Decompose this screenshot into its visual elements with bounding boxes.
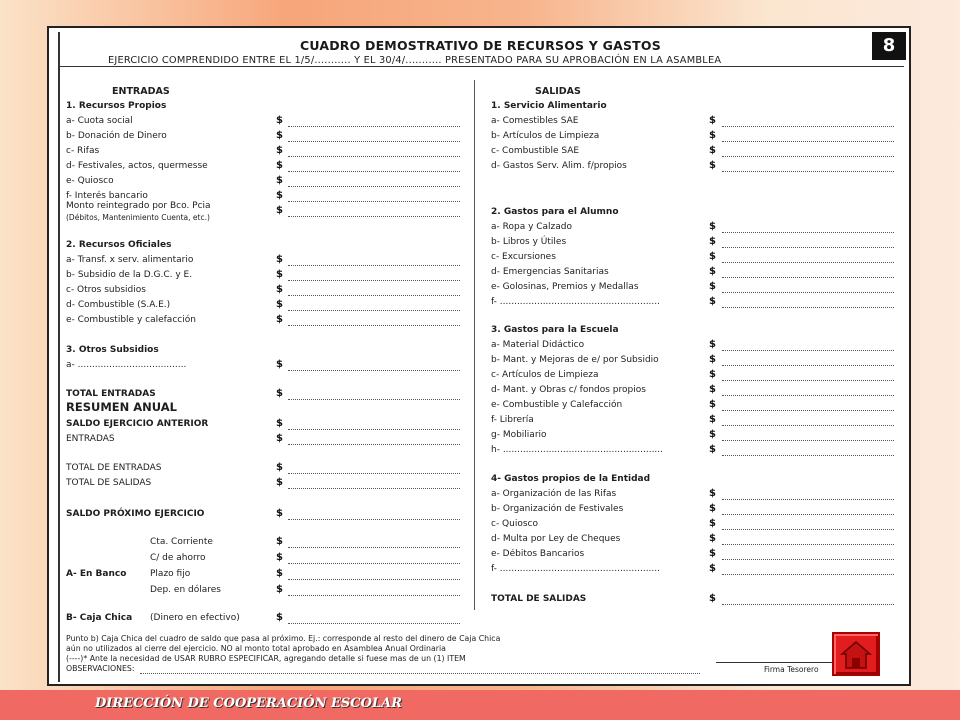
amount-field-line xyxy=(722,349,894,351)
amount-field-line xyxy=(288,324,460,326)
line-label: a- ...................................... xyxy=(66,360,187,370)
footnote: OBSERVACIONES: xyxy=(66,664,135,673)
currency-symbol: $ xyxy=(276,568,283,579)
signature-line xyxy=(716,662,836,663)
line-label: f- Interés bancario xyxy=(66,191,148,201)
amount-field-line xyxy=(288,594,460,596)
amount-field-line xyxy=(722,379,894,381)
home-icon xyxy=(834,634,878,674)
amount-field-line xyxy=(722,543,894,545)
line-label: c- Rifas xyxy=(66,146,100,156)
amount-field-line xyxy=(288,546,460,548)
banco-item: Dep. en dólares xyxy=(150,585,221,595)
amount-field-line xyxy=(288,170,460,172)
currency-symbol: $ xyxy=(709,115,716,126)
banco-item: Plazo fijo xyxy=(150,569,191,579)
amount-field-line xyxy=(288,487,460,489)
line-label: d- Mant. y Obras c/ fondos propios xyxy=(491,385,646,395)
line-label: e- Combustible y calefacción xyxy=(66,315,196,325)
currency-symbol: $ xyxy=(709,354,716,365)
line-label: b- Organización de Festivales xyxy=(491,504,624,514)
amount-field-line xyxy=(288,185,460,187)
currency-symbol: $ xyxy=(276,205,283,216)
amount-field-line xyxy=(722,140,894,142)
amount-field-line xyxy=(288,443,460,445)
currency-symbol: $ xyxy=(276,284,283,295)
currency-symbol: $ xyxy=(276,254,283,265)
currency-symbol: $ xyxy=(709,339,716,350)
amount-field-line xyxy=(288,518,460,520)
currency-symbol: $ xyxy=(709,444,716,455)
column-divider xyxy=(474,80,475,610)
amount-field-line xyxy=(288,309,460,311)
line-label: d- Festivales, actos, quermesse xyxy=(66,161,208,171)
amount-field-line xyxy=(722,573,894,575)
currency-symbol: $ xyxy=(709,563,716,574)
line-label: e- Combustible y Calefacción xyxy=(491,400,623,410)
title-rule xyxy=(58,66,904,67)
salidas-heading: SALIDAS xyxy=(535,86,581,97)
amount-field-line xyxy=(288,125,460,127)
amount-field-line xyxy=(722,513,894,515)
currency-symbol: $ xyxy=(709,221,716,232)
amount-field-line xyxy=(722,364,894,366)
currency-symbol: $ xyxy=(276,388,283,399)
home-button[interactable] xyxy=(832,632,880,676)
currency-symbol: $ xyxy=(276,584,283,595)
amount-field-line xyxy=(288,428,460,430)
line-label: a- Organización de las Rifas xyxy=(491,489,617,499)
line-label: d- Multa por Ley de Cheques xyxy=(491,534,621,544)
amount-field-line xyxy=(722,394,894,396)
currency-symbol: $ xyxy=(709,160,716,171)
currency-symbol: $ xyxy=(709,503,716,514)
amount-field-line xyxy=(288,215,460,217)
saldo-proximo-label: SALDO PRÓXIMO EJERCICIO xyxy=(66,509,205,519)
line-label: a- Comestibles SAE xyxy=(491,116,579,126)
amount-field-line xyxy=(722,155,894,157)
currency-symbol: $ xyxy=(709,593,716,604)
line-label: f- ........................................................ xyxy=(491,297,660,307)
line-label: c- Quiosco xyxy=(491,519,538,529)
line-label: c- Excursiones xyxy=(491,252,556,262)
currency-symbol: $ xyxy=(276,477,283,488)
page-number-badge: 8 xyxy=(872,32,906,60)
amount-field-line xyxy=(722,603,894,605)
section-title: 3. Otros Subsidios xyxy=(66,345,159,355)
section-title: 4- Gastos propios de la Entidad xyxy=(491,474,651,484)
amount-field-line xyxy=(722,170,894,172)
section-title: 2. Recursos Oficiales xyxy=(66,240,172,250)
amount-field-line xyxy=(722,231,894,233)
entradas-label: ENTRADAS xyxy=(66,434,115,444)
footnote: aún no utilizados al cierre del ejercicio. NO al monto total aprobado en Asamblea Anual Ordinaria xyxy=(66,644,446,653)
currency-symbol: $ xyxy=(709,384,716,395)
amount-field-line xyxy=(288,279,460,281)
line-label: a- Cuota social xyxy=(66,116,133,126)
currency-symbol: $ xyxy=(276,175,283,186)
currency-symbol: $ xyxy=(709,429,716,440)
currency-symbol: $ xyxy=(709,488,716,499)
amount-field-line xyxy=(722,246,894,248)
currency-symbol: $ xyxy=(709,130,716,141)
banco-item: Cta. Corriente xyxy=(150,537,213,547)
currency-symbol: $ xyxy=(276,536,283,547)
currency-symbol: $ xyxy=(276,314,283,325)
saldo-anterior-label: SALDO EJERCICIO ANTERIOR xyxy=(66,419,209,429)
amount-field-line xyxy=(722,261,894,263)
currency-symbol: $ xyxy=(709,145,716,156)
amount-field-line xyxy=(722,424,894,426)
line-label: f- Librería xyxy=(491,415,534,425)
resumen-anual-heading: RESUMEN ANUAL xyxy=(66,400,177,414)
document-subtitle: EJERCICIO COMPRENDIDO ENTRE EL 1/5/........... Y EL 30/4/........... PRESENTADO PARA SU APROBACIÓN EN LA ASAMBLEA xyxy=(108,55,722,66)
currency-symbol: $ xyxy=(276,160,283,171)
amount-field-line xyxy=(722,528,894,530)
line-label: d- Gastos Serv. Alim. f/propios xyxy=(491,161,627,171)
currency-symbol: $ xyxy=(276,269,283,280)
amount-field-line xyxy=(288,398,460,400)
currency-symbol: $ xyxy=(709,533,716,544)
section-title: 1. Recursos Propios xyxy=(66,101,167,111)
line-label: e- Débitos Bancarios xyxy=(491,549,585,559)
line-note: (Débitos, Mantenimiento Cuenta, etc.) xyxy=(66,213,210,222)
amount-field-line xyxy=(288,578,460,580)
currency-symbol: $ xyxy=(276,145,283,156)
currency-symbol: $ xyxy=(709,281,716,292)
line-label: b- Artículos de Limpieza xyxy=(491,131,600,141)
line-label: b- Subsidio de la D.G.C. y E. xyxy=(66,270,193,280)
currency-symbol: $ xyxy=(709,518,716,529)
currency-symbol: $ xyxy=(709,548,716,559)
currency-symbol: $ xyxy=(276,508,283,519)
amount-field-line xyxy=(288,472,460,474)
section-title: 1. Servicio Alimentario xyxy=(491,101,607,111)
amount-field-line xyxy=(722,291,894,293)
line-label: a- Transf. x serv. alimentario xyxy=(66,255,194,265)
amount-field-line xyxy=(288,294,460,296)
line-label: a- Material Didáctico xyxy=(491,340,585,350)
currency-symbol: $ xyxy=(276,115,283,126)
currency-symbol: $ xyxy=(276,130,283,141)
footer-title: DIRECCIÓN DE COOPERACIÓN ESCOLAR xyxy=(95,696,403,711)
currency-symbol: $ xyxy=(276,552,283,563)
currency-symbol: $ xyxy=(709,266,716,277)
line-label: g- Mobiliario xyxy=(491,430,547,440)
line-label: c- Combustible SAE xyxy=(491,146,580,156)
document-title: CUADRO DEMOSTRATIVO DE RECURSOS Y GASTOS xyxy=(300,38,661,53)
currency-symbol: $ xyxy=(709,414,716,425)
amount-field-line xyxy=(722,439,894,441)
line-label: b- Mant. y Mejoras de e/ por Subsidio xyxy=(491,355,659,365)
amount-field-line xyxy=(288,562,460,564)
line-label: h- ........................................................ xyxy=(491,445,664,455)
amount-field-line xyxy=(288,369,460,371)
amount-field-line xyxy=(722,306,894,308)
line-label: c- Otros subsidios xyxy=(66,285,146,295)
amount-field-line xyxy=(722,454,894,456)
banco-item: C/ de ahorro xyxy=(150,553,206,563)
line-label: e- Quiosco xyxy=(66,176,114,186)
currency-symbol: $ xyxy=(276,433,283,444)
banco-label: A- En Banco xyxy=(66,569,127,579)
currency-symbol: $ xyxy=(276,190,283,201)
amount-field-line xyxy=(288,140,460,142)
footnote: (----)* Ante la necesidad de USAR RUBRO ESPECIFICAR, agregando detalle si fuese mas de un (1) ITEM xyxy=(66,654,466,663)
line-label: f- ........................................................ xyxy=(491,564,660,574)
amount-field-line xyxy=(722,276,894,278)
section-title: 2. Gastos para el Alumno xyxy=(491,207,619,217)
total-de-entradas-label: TOTAL DE ENTRADAS xyxy=(66,463,162,473)
line-label: c- Artículos de Limpieza xyxy=(491,370,599,380)
currency-symbol: $ xyxy=(709,399,716,410)
amount-field-line xyxy=(288,155,460,157)
section-title: 3. Gastos para la Escuela xyxy=(491,325,619,335)
currency-symbol: $ xyxy=(709,369,716,380)
caja-chica-note: (Dinero en efectivo) xyxy=(150,613,240,623)
total-de-salidas-label: TOTAL DE SALIDAS xyxy=(66,478,152,488)
currency-symbol: $ xyxy=(709,296,716,307)
entradas-heading: ENTRADAS xyxy=(112,86,170,97)
observaciones-line xyxy=(140,672,700,674)
amount-field-line xyxy=(288,264,460,266)
line-label: Monto reintegrado por Bco. Pcia xyxy=(66,201,211,211)
amount-field-line xyxy=(288,200,460,202)
amount-field-line xyxy=(288,622,460,624)
line-label: b- Donación de Dinero xyxy=(66,131,167,141)
currency-symbol: $ xyxy=(276,359,283,370)
line-label: e- Golosinas, Premios y Medallas xyxy=(491,282,639,292)
amount-field-line xyxy=(722,409,894,411)
line-label: d- Emergencias Sanitarias xyxy=(491,267,609,277)
line-label: b- Libros y Útiles xyxy=(491,237,567,247)
amount-field-line xyxy=(722,498,894,500)
currency-symbol: $ xyxy=(709,236,716,247)
currency-symbol: $ xyxy=(276,299,283,310)
signature-label: Firma Tesorero xyxy=(764,665,819,674)
line-label: d- Combustible (S.A.E.) xyxy=(66,300,171,310)
currency-symbol: $ xyxy=(276,462,283,473)
amount-field-line xyxy=(722,558,894,560)
currency-symbol: $ xyxy=(709,251,716,262)
total-entradas-label: TOTAL ENTRADAS xyxy=(66,389,156,399)
line-label: a- Ropa y Calzado xyxy=(491,222,573,232)
total-salidas-label: TOTAL DE SALIDAS xyxy=(491,594,587,604)
currency-symbol: $ xyxy=(276,612,283,623)
caja-chica-label: B- Caja Chica xyxy=(66,613,133,623)
amount-field-line xyxy=(722,125,894,127)
currency-symbol: $ xyxy=(276,418,283,429)
footnote: Punto b) Caja Chica del cuadro de saldo que pasa al próximo. Ej.: corresponde al resto del dinero de Caja Chica xyxy=(66,634,501,643)
